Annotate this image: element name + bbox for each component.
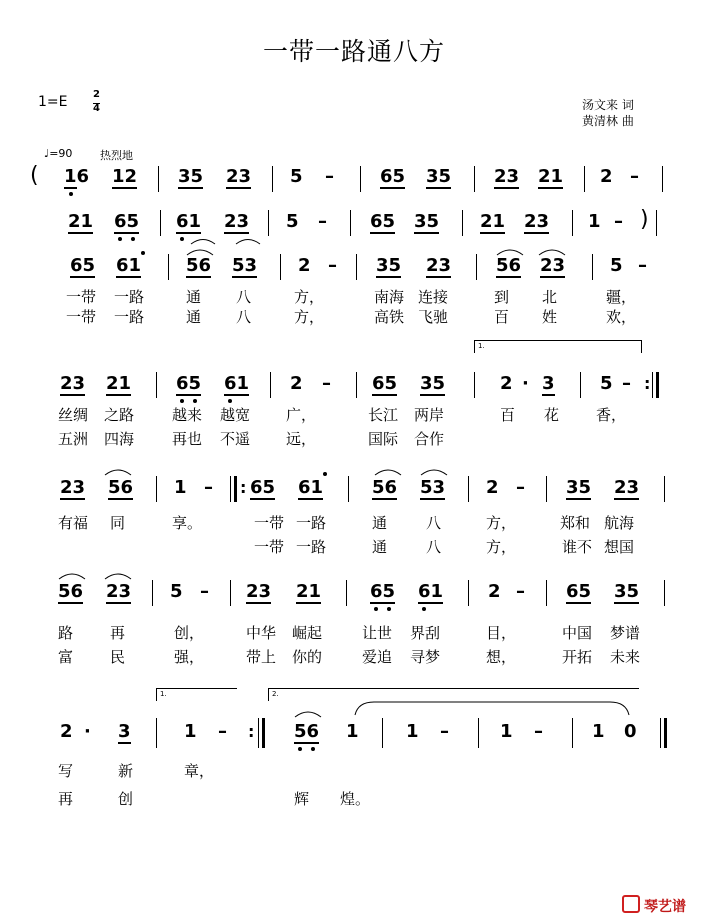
note-group: 56: [496, 255, 522, 276]
lyric: 一带: [254, 514, 285, 532]
barline: [280, 254, 281, 280]
note: 5: [600, 373, 613, 394]
lyric: 百: [494, 308, 510, 326]
watermark-text: 琴艺谱: [644, 899, 686, 915]
barline: [546, 580, 547, 606]
dash: –: [534, 721, 543, 742]
lyric: 一带: [66, 308, 97, 326]
lyric: 广，: [286, 406, 317, 424]
lyric: 再也: [172, 430, 203, 448]
lyric: 让世: [362, 624, 393, 642]
note: 1: [406, 721, 419, 742]
barline: [160, 210, 161, 236]
second-ending-bracket: 2.: [268, 688, 639, 701]
note-group: 23: [226, 166, 252, 187]
lyric: 创: [118, 790, 134, 808]
low-dot: [387, 607, 391, 611]
note-group: 61: [418, 581, 444, 602]
lyric: 航海: [604, 514, 635, 532]
barline: [584, 166, 585, 192]
barline: [230, 476, 231, 502]
lyric: 越宽: [220, 406, 251, 424]
lyric: 带上: [246, 648, 277, 666]
note: 1: [588, 211, 601, 232]
note-group: 61: [116, 255, 142, 276]
note-group: 23: [540, 255, 566, 276]
barline: [272, 166, 273, 192]
repeat-colon: :: [240, 478, 247, 497]
repeat-colon: :: [644, 374, 651, 393]
note: 2: [500, 373, 513, 394]
lyric: 路: [58, 624, 74, 642]
composer-credit: 黄清林 曲: [582, 114, 634, 128]
lyric: 爱追: [362, 648, 393, 666]
barline: [468, 580, 469, 606]
barline: [662, 166, 663, 192]
note-group: 23: [494, 166, 520, 187]
lyric: 中国: [562, 624, 593, 642]
lyric: 香，: [596, 406, 627, 424]
barline: [474, 166, 475, 192]
slur: [374, 466, 402, 476]
high-dot: [323, 472, 327, 476]
dash: –: [322, 373, 331, 394]
note-group: 65: [370, 581, 396, 602]
dash: –: [325, 166, 334, 187]
note-group: 12: [112, 166, 138, 187]
lyric: 百: [500, 406, 516, 424]
note-group: 65: [176, 373, 202, 394]
tempo-mark: ♩=90: [44, 147, 73, 160]
note-group: 53: [420, 477, 446, 498]
dash: –: [614, 211, 623, 232]
note-group: 21: [68, 211, 94, 232]
lyric: 通: [186, 288, 202, 306]
note-group: 61: [176, 211, 202, 232]
lyric: 富: [58, 648, 74, 666]
barline: [572, 210, 573, 236]
lyric: 八: [236, 288, 252, 306]
dash: –: [630, 166, 639, 187]
lyric: 你的: [292, 648, 323, 666]
lyric: 之路: [104, 406, 135, 424]
barline: [382, 718, 383, 748]
note-group: 53: [232, 255, 258, 276]
barline: [660, 718, 661, 748]
barline: [152, 580, 153, 606]
note-group: 35: [426, 166, 452, 187]
lyric: 享。: [172, 514, 203, 532]
lyric: 合作: [414, 430, 445, 448]
note: 2: [600, 166, 613, 187]
lyric: 飞驰: [418, 308, 449, 326]
note-group: 35: [178, 166, 204, 187]
note-group: 23: [60, 477, 86, 498]
lyric: 一带: [254, 538, 285, 556]
note-group: 65: [370, 211, 396, 232]
note: 3: [118, 721, 131, 742]
dash: –: [516, 581, 525, 602]
note-group: 61: [224, 373, 250, 394]
dash: –: [200, 581, 209, 602]
first-ending-bracket: 1.: [156, 688, 237, 701]
note-group: 23: [224, 211, 250, 232]
note-group: 65: [70, 255, 96, 276]
lyric: 花: [544, 406, 560, 424]
low-dot: [69, 192, 73, 196]
note-group: 21: [480, 211, 506, 232]
barline: [230, 580, 231, 606]
lyric: 有福: [58, 514, 89, 532]
lyric: 国际: [368, 430, 399, 448]
lyric: 写: [58, 762, 74, 780]
note-group: 23: [60, 373, 86, 394]
lyric: 强，: [174, 648, 205, 666]
lyric: 想，: [486, 648, 517, 666]
low-dot: [298, 747, 302, 751]
slur: [104, 570, 132, 580]
lyric: 一路: [296, 514, 327, 532]
note-group: 35: [414, 211, 440, 232]
note: 3: [542, 373, 555, 394]
repeat-barline: [234, 476, 237, 502]
lyric: 八: [236, 308, 252, 326]
lyric: 寻梦: [410, 648, 441, 666]
barline: [592, 254, 593, 280]
open-paren: (: [30, 163, 39, 188]
barline: [478, 718, 479, 748]
barline: [664, 580, 665, 606]
piano-icon: [622, 895, 640, 913]
repeat-barline: [656, 372, 659, 398]
repeat-barline: [262, 718, 265, 748]
dash: –: [204, 477, 213, 498]
barline: [580, 372, 581, 398]
barline: [158, 166, 159, 192]
lyric: 到: [494, 288, 510, 306]
note: 2: [486, 477, 499, 498]
barline: [350, 210, 351, 236]
lyric: 通: [372, 514, 388, 532]
note-group: 56: [186, 255, 212, 276]
barline: [270, 372, 271, 398]
lyric: 想国: [604, 538, 635, 556]
close-paren: ): [640, 207, 649, 232]
lyric: 南海: [374, 288, 405, 306]
note: 1: [174, 477, 187, 498]
barline: [360, 166, 361, 192]
lyric: 再: [110, 624, 126, 642]
dash: –: [218, 721, 227, 742]
note: 2: [298, 255, 311, 276]
lyric: 高铁: [374, 308, 405, 326]
note-group: 21: [296, 581, 322, 602]
dot-augmentation: ·: [522, 373, 529, 394]
low-dot: [131, 237, 135, 241]
barline: [156, 718, 157, 748]
dash: –: [328, 255, 337, 276]
lyric: 再: [58, 790, 74, 808]
low-dot: [374, 607, 378, 611]
note-group: 35: [376, 255, 402, 276]
note: 5: [290, 166, 303, 187]
lyric: 崛起: [292, 624, 323, 642]
note-group: 65: [372, 373, 398, 394]
lyric: 章，: [184, 762, 215, 780]
slur: [235, 237, 261, 245]
lyric: 民: [110, 648, 126, 666]
lyric: 一路: [114, 288, 145, 306]
lyric: 八: [426, 514, 442, 532]
note: 1: [500, 721, 513, 742]
note-group: 35: [614, 581, 640, 602]
note: 2: [290, 373, 303, 394]
meter-numerator: 2: [93, 89, 100, 100]
slur: [294, 708, 322, 718]
lyric: 界刮: [410, 624, 441, 642]
low-dot: [118, 237, 122, 241]
song-title: 一带一路通八方: [262, 37, 445, 66]
barline: [346, 580, 347, 606]
lyric: 通: [372, 538, 388, 556]
barline: [468, 476, 469, 502]
lyric: 长江: [368, 406, 399, 424]
note-group: 23: [426, 255, 452, 276]
lyric: 欢，: [606, 308, 637, 326]
barline: [356, 254, 357, 280]
lyric: 两岸: [414, 406, 445, 424]
note-group: 65: [380, 166, 406, 187]
note-group: 23: [106, 581, 132, 602]
lyric: 不遥: [220, 430, 251, 448]
barline: [664, 476, 665, 502]
lyric: 越来: [172, 406, 203, 424]
lyric: 远，: [286, 430, 317, 448]
note-group: 61: [298, 477, 324, 498]
expression-mark: 热烈地: [100, 149, 133, 162]
dash: –: [638, 255, 647, 276]
note: 2: [60, 721, 73, 742]
lyric: 一路: [296, 538, 327, 556]
dash: –: [440, 721, 449, 742]
lyric: 目，: [486, 624, 517, 642]
note-group: 56: [58, 581, 84, 602]
lyric: 五洲: [58, 430, 89, 448]
low-dot: [180, 237, 184, 241]
lyric: 谁不: [562, 538, 593, 556]
note-group: 21: [538, 166, 564, 187]
barline: [572, 718, 573, 748]
low-dot: [228, 399, 232, 403]
final-barline: [664, 718, 667, 748]
slur: [190, 237, 216, 245]
lyric: 姓: [542, 308, 558, 326]
slur: [420, 466, 448, 476]
lyric: 辉: [294, 790, 310, 808]
lyric: 四海: [104, 430, 135, 448]
note-group: 56: [294, 721, 320, 742]
lyric: 开拓: [562, 648, 593, 666]
rest: 0: [624, 721, 637, 742]
lyric: 一带: [66, 288, 97, 306]
note: 1: [184, 721, 197, 742]
low-dot: [422, 607, 426, 611]
note: 5: [610, 255, 623, 276]
lyric: 八: [426, 538, 442, 556]
key-signature: 1=E: [38, 94, 68, 110]
lyric: 中华: [246, 624, 277, 642]
lyric: 方，: [294, 308, 325, 326]
barline: [156, 372, 157, 398]
low-dot: [180, 399, 184, 403]
lyric: 方，: [294, 288, 325, 306]
repeat-colon: :: [248, 722, 255, 741]
note-group: 65: [114, 211, 140, 232]
barline: [462, 210, 463, 236]
lyric: 疆，: [606, 288, 637, 306]
lyric: 丝绸: [58, 406, 89, 424]
lyric: 方，: [486, 538, 517, 556]
lyricist-credit: 汤文来 词: [582, 98, 634, 112]
note-group: 65: [250, 477, 276, 498]
slur: [58, 570, 86, 580]
lyric: 北: [542, 288, 558, 306]
lyric: 方，: [486, 514, 517, 532]
note-group: 65: [566, 581, 592, 602]
note-group: 23: [614, 477, 640, 498]
note: 1: [346, 721, 359, 742]
note-group: 21: [106, 373, 132, 394]
dot-augmentation: ·: [84, 721, 91, 742]
lyric: 创，: [174, 624, 205, 642]
note-group: 56: [108, 477, 134, 498]
lyric: 煌。: [340, 790, 371, 808]
site-logo: [622, 893, 702, 917]
slur: [104, 466, 132, 476]
note: 5: [286, 211, 299, 232]
lyric: 一路: [114, 308, 145, 326]
low-dot: [193, 399, 197, 403]
barline: [476, 254, 477, 280]
barline: [348, 476, 349, 502]
note-group: 16: [64, 166, 90, 187]
tie: [354, 700, 630, 716]
barline: [356, 372, 357, 398]
meter-denominator: 4: [93, 103, 100, 114]
lyric: 未来: [610, 648, 641, 666]
lyric: 梦谱: [610, 624, 641, 642]
barline: [258, 718, 259, 748]
lyric: 同: [110, 514, 126, 532]
note-group: 56: [372, 477, 398, 498]
first-ending-bracket: 1.: [474, 340, 642, 353]
note-group: 35: [566, 477, 592, 498]
lyric: 通: [186, 308, 202, 326]
dash: –: [622, 373, 631, 394]
barline: [656, 210, 657, 236]
barline: [474, 372, 475, 398]
note: 1: [592, 721, 605, 742]
dash: –: [516, 477, 525, 498]
note-group: 23: [524, 211, 550, 232]
barline: [546, 476, 547, 502]
lyric: 新: [118, 762, 134, 780]
lyric: 郑和: [560, 514, 591, 532]
barline: [652, 372, 653, 398]
high-dot: [141, 251, 145, 255]
note-group: 35: [420, 373, 446, 394]
barline: [268, 210, 269, 236]
barline: [156, 476, 157, 502]
note: 2: [488, 581, 501, 602]
lyric: 连接: [418, 288, 449, 306]
note: 5: [170, 581, 183, 602]
note-group: 23: [246, 581, 272, 602]
barline: [168, 254, 169, 280]
low-dot: [311, 747, 315, 751]
dash: –: [318, 211, 327, 232]
